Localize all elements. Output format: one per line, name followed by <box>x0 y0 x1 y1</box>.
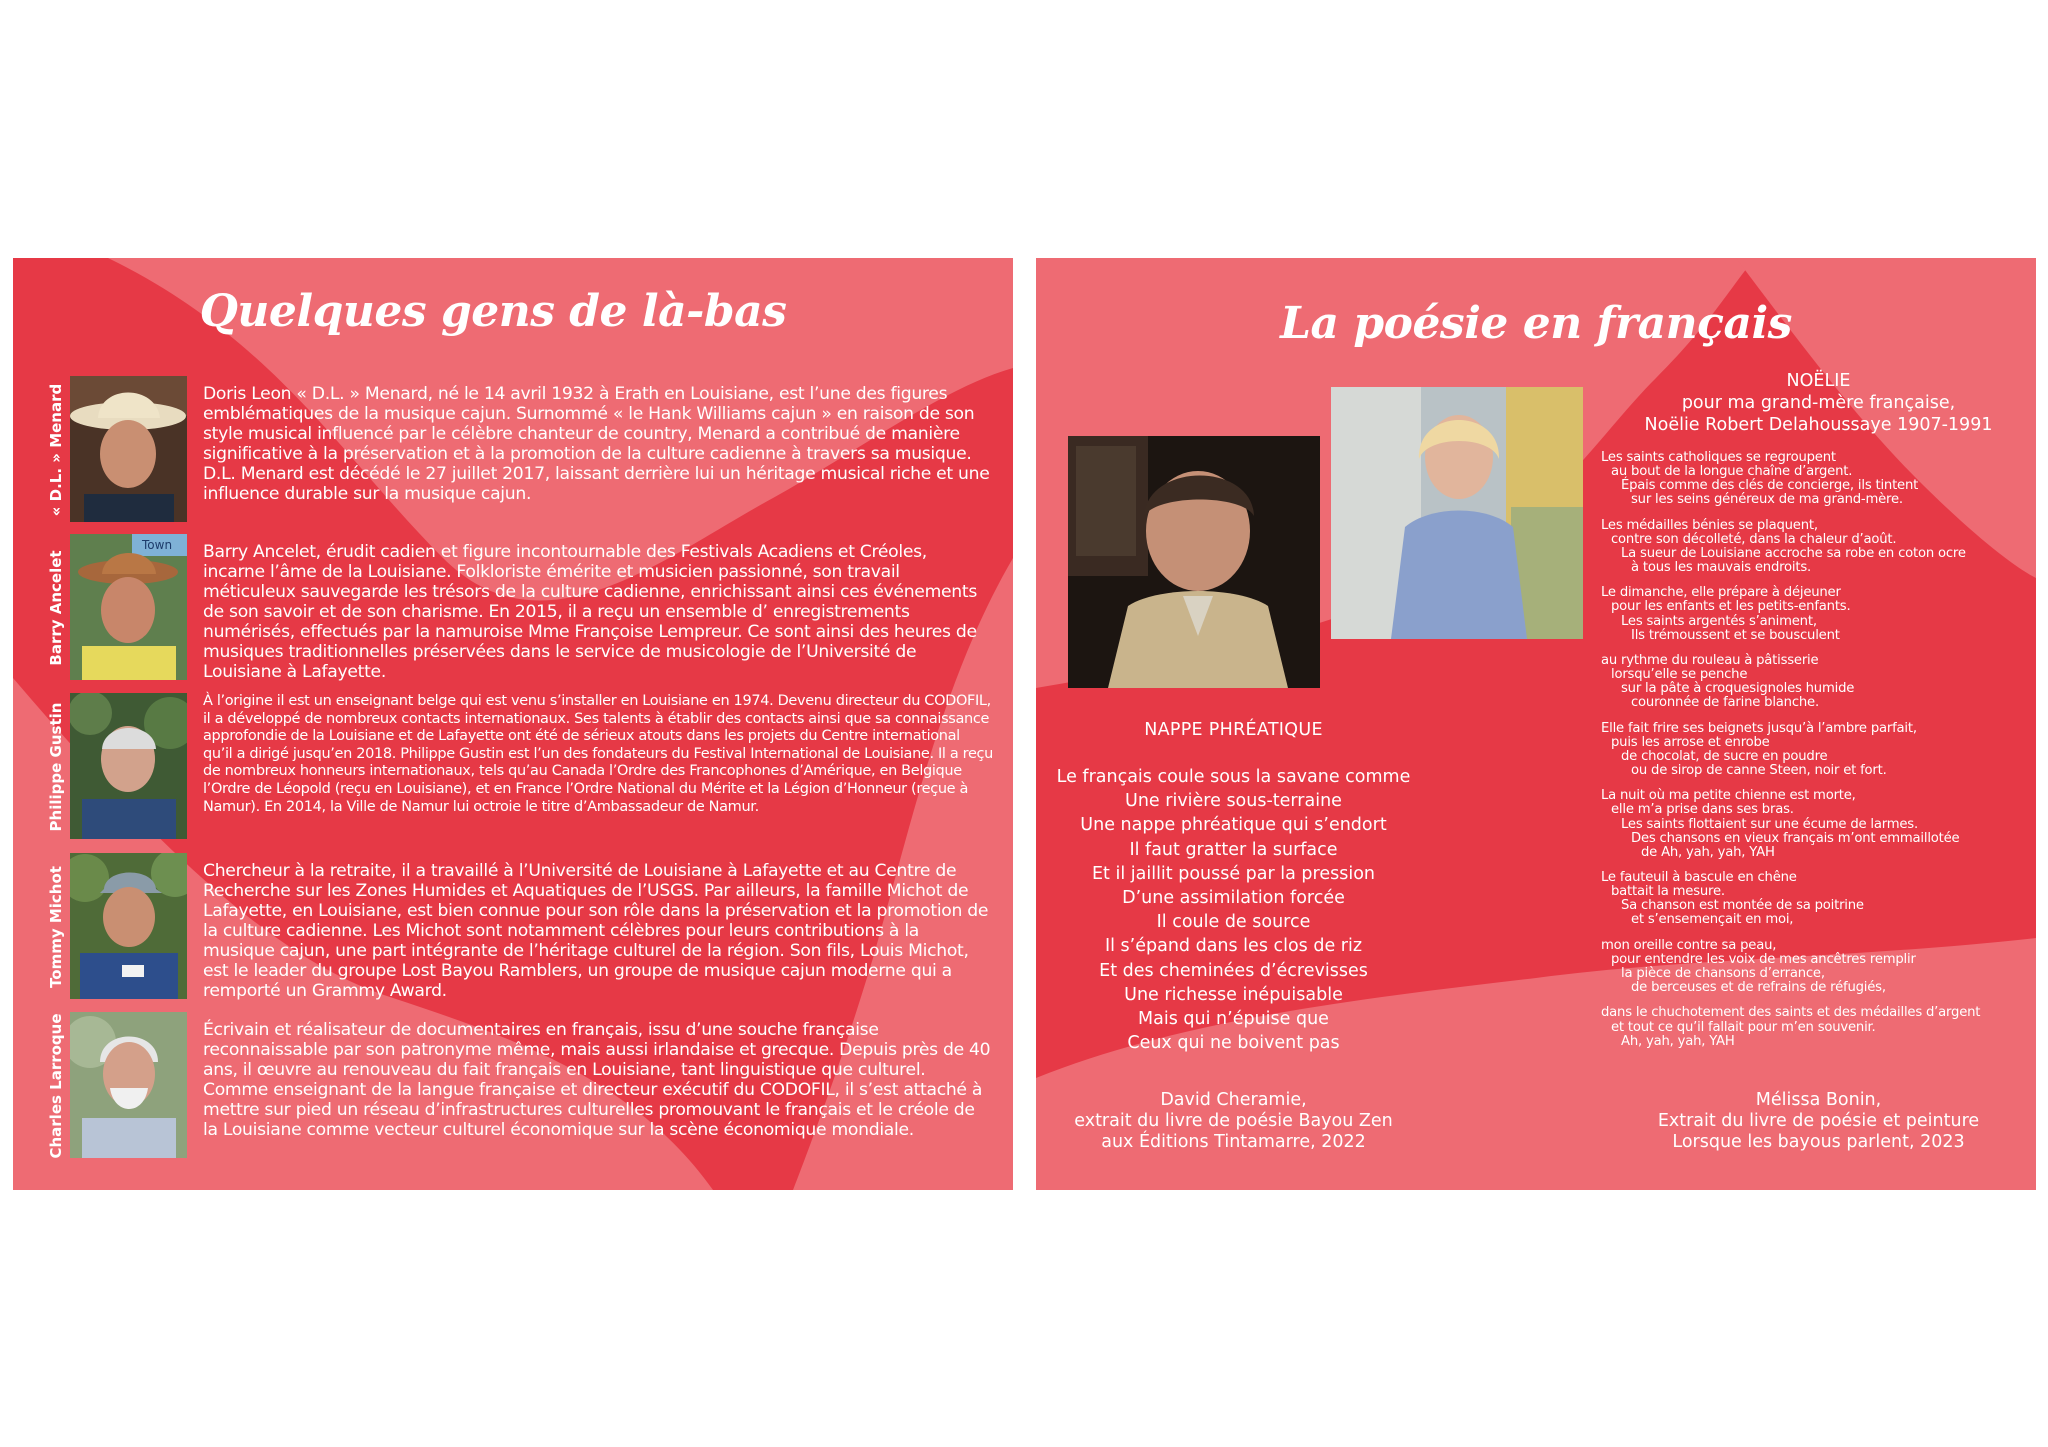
person-larroque <box>13 1012 1013 1160</box>
poem-dedication: pour ma grand-mère française, <box>1681 393 1956 413</box>
poem-line: Les médailles bénies se plaquent, <box>1601 517 1818 533</box>
poem-line: Épais comme des clés de concierge, ils tintent <box>1621 478 1919 494</box>
poem-line: Il faut gratter la surface <box>1129 839 1338 860</box>
poem-line: Des chansons en vieux français m’ont emmaillotée <box>1631 830 1960 846</box>
poem-stanza <box>1601 519 2031 575</box>
poem-line: et s’ensemençait en moi, <box>1631 912 1794 928</box>
poem-title: NAPPE PHRÉATIQUE <box>1144 720 1323 740</box>
poem-line: Sa chanson est montée de sa poitrine <box>1621 898 1864 914</box>
poem-line: Le français coule sous la savane comme <box>1056 767 1411 787</box>
poem-line: Mais qui n’épuise que <box>1138 1009 1329 1030</box>
poem-line: Les saints flottaient sur une écume de larmes. <box>1621 816 1918 832</box>
bio-text: Doris Leon « D.L. » Menard, né le 14 avril 1932 à Erath en Louisiane, est l’une des figures emblématiques de la musique cajun. Surnommé « le Hank Williams cajun » en raison de son style musical influencé par le célèbre chanteur de country, Menard a contribué de manière significative à la préservation et à la promotion de la culture cadienne à travers sa musique. D.L. Menard est décédé le 27 juillet 2017, laissant derrière lui un héritage musical riche et une influence durable sur la musique cajun. <box>203 384 990 504</box>
poem-line: pour entendre les voix de mes ancêtres remplir <box>1611 951 1916 967</box>
poem-line: D’une assimilation forcée <box>1122 888 1345 909</box>
poem-line: la pièce de chansons d’errance, <box>1621 965 1825 981</box>
person-michot <box>13 853 1013 1001</box>
poem-line: contre son décolleté, dans la chaleur d’août. <box>1611 531 1897 547</box>
portrait-photo <box>70 853 187 999</box>
poem-line: Ah, yah, yah, YAH <box>1621 1033 1735 1049</box>
poem-line: lorsqu’elle se penche <box>1611 667 1748 683</box>
poem-line: couronnée de farine blanche. <box>1631 695 1819 711</box>
poem-line: Le dimanche, elle prépare à déjeuner <box>1601 585 1841 601</box>
poem-lines <box>1046 765 1421 1055</box>
poem-line: La sueur de Louisiane accroche sa robe en coton ocre <box>1621 545 1966 561</box>
person-menard <box>13 376 1013 524</box>
poem-line: Les saints catholiques se regroupent <box>1601 450 1836 465</box>
poem-stanza <box>1601 939 2031 995</box>
poem-line: Une nappe phréatique qui s’endort <box>1080 815 1387 836</box>
poem-stanzas <box>1601 451 2031 1060</box>
poem-title: NOËLIE <box>1786 371 1851 391</box>
poem-line: Ceux qui ne boivent pas <box>1127 1033 1340 1054</box>
poem-line: elle m’a prise dans ses bras. <box>1611 802 1794 818</box>
poem-line: puis les arrose et enrobe <box>1611 734 1770 750</box>
poem-line: mon oreille contre sa peau, <box>1601 937 1777 953</box>
poem-line: La nuit où ma petite chienne est morte, <box>1601 788 1856 804</box>
person-name-label: Barry Ancelet <box>47 550 65 666</box>
bio-text: Chercheur à la retraite, il a travaillé à l’Université de Louisiane à Lafayette et au Centre de Recherche sur les Zones Humides et Aquatiques de l’USGS. Par ailleurs, la famille Michot de Lafayette, en Louisiane, est bien connue pour son rôle dans la préservation et la promotion de la culture cadienne. Les Michot sont notamment célèbres pour leurs contributions à la musique cajun, une part intégrante de l’héritage culturel de la région. Son fils, Louis Michot, est le leader du groupe Lost Bayou Ramblers, un groupe de musique cajun moderne qui a remporté un Grammy Award. <box>203 861 989 1001</box>
panel-title: Quelques gens de là-bas <box>199 286 787 337</box>
poem-line: battait la mesure. <box>1611 884 1725 900</box>
poem-line: Une richesse inépuisable <box>1124 984 1343 1005</box>
poem-line: Et des cheminées d’écrevisses <box>1099 960 1368 981</box>
poem-line: sur la pâte à croquesignoles humide <box>1621 681 1855 697</box>
poem-credit: David Cheramie, extrait du livre de poésie Bayou Zen aux Éditions Tintamarre, 2022 <box>1074 1090 1393 1152</box>
poem-line: à tous les mauvais endroits. <box>1631 559 1812 575</box>
poem-stanza <box>1601 1006 2031 1048</box>
poem-line: pour les enfants et les petits-enfants. <box>1611 599 1851 615</box>
poem-line: de berceuses et de refrains de réfugiés, <box>1631 980 1886 996</box>
bio-text: À l’origine il est un enseignant belge qui est venu s’installer en Louisiane en 1974. Devenu directeur du CODOFIL, il a développé de nombreux contacts internationaux. Ses talents à établir des contacts ainsi que sa connaissance approfondie de la Louisiane et de Lafayette ont été de sérieux atouts dans les projets du Centre international qu’il a dirigé jusqu’en 2018. Philippe Gustin est l’un des fondateurs du Festival International de Louisiane. Il a reçu de nombreux honneurs internationaux, tels qu’au Canada l’Ordre des Francophones d’Amérique, en Belgique l’Ordre de Léopold (reçu en Louisiane), et en France l’Ordre National du Mérite et la Légion d’Honneur (reçue à Namur). En 2014, la Ville de Namur lui octroie le titre d’Ambassadeur de Namur. <box>203 693 993 815</box>
poem-line: au rythme du rouleau à pâtisserie <box>1601 653 1819 669</box>
right-panel <box>1036 258 2036 1190</box>
poem-stanza <box>1601 789 2031 859</box>
poem-stanza <box>1601 871 2031 927</box>
person-name-label: Charles Larroque <box>47 1013 65 1159</box>
person-gustin <box>13 693 1013 841</box>
person-name-label: Philippe Gustin <box>47 702 65 832</box>
portrait-photo <box>70 693 187 839</box>
portrait-photo <box>70 376 187 522</box>
poem-line: Et il jaillit poussé par la pression <box>1091 863 1376 884</box>
portrait-photo <box>70 1012 187 1158</box>
panel-title: La poésie en français <box>1280 298 1792 349</box>
poem-line: dans le chuchotement des saints et des médailles d’argent <box>1601 1005 1981 1021</box>
person-name-label: « D.L. » Menard <box>47 383 65 517</box>
poem-line: sur les seins généreux de ma grand-mère. <box>1631 492 1903 508</box>
poem-line: Il s’épand dans les clos de riz <box>1104 936 1363 957</box>
poem-stanza <box>1601 722 2031 778</box>
poem-stanza <box>1601 654 2031 710</box>
person-name-label: Tommy Michot <box>47 866 65 988</box>
poem-line: Une rivière sous-terraine <box>1125 791 1342 812</box>
poem-stanza <box>1601 586 2031 642</box>
poem-line: Il coule de source <box>1156 912 1311 933</box>
poem-stanza <box>1601 451 2031 507</box>
poem-header <box>1611 370 2026 436</box>
person-ancelet <box>13 534 1013 682</box>
portrait-photo <box>70 534 187 680</box>
bio-text: Barry Ancelet, érudit cadien et figure incontournable des Festivals Acadiens et Créoles, incarne l’âme de la Louisiane. Folkloriste émérite et musicien passionné, son travail méticuleux sauvegarde les trésors de la culture cadienne, enrichissant ainsi ces événements de son savoir et de son charisme. En 2015, il a reçu un ensemble d’ enregistrements numérisés, effectués par la namuroise Mme Françoise Lempreur. Ce sont ainsi des heures de musiques traditionnelles préservées dans le service de musicologie de l’Université de Louisiane à Lafayette. <box>203 542 977 682</box>
poem-credit: Mélissa Bonin, Extrait du livre de poésie et peinture Lorsque les bayous parlent, 2023 <box>1657 1090 1980 1152</box>
poem-line: ou de sirop de canne Steen, noir et fort. <box>1631 762 1887 778</box>
poem-line: Les saints argentés s’animent, <box>1621 613 1817 629</box>
poem-line: au bout de la longue chaîne d’argent. <box>1611 464 1853 480</box>
poem-line: de chocolat, de sucre en poudre <box>1621 748 1828 764</box>
left-panel <box>13 258 1013 1190</box>
poem-line: Ils trémoussent et se bousculent <box>1631 627 1840 643</box>
poem-line: Elle fait frire ses beignets jusqu’à l’ambre parfait, <box>1601 720 1917 736</box>
author-photo-bonin <box>1331 387 1583 639</box>
author-photo-cheramie <box>1068 436 1320 688</box>
poem-line: et tout ce qu’il fallait pour m’en souvenir. <box>1611 1019 1876 1035</box>
poem-line: de Ah, yah, yah, YAH <box>1641 844 1775 860</box>
sign-text: Town <box>142 538 173 552</box>
poem-dedication: Noëlie Robert Delahoussaye 1907-1991 <box>1644 415 1993 435</box>
poem-line: Le fauteuil à bascule en chêne <box>1601 870 1797 886</box>
bio-text: Écrivain et réalisateur de documentaires en français, issu d’une souche française reconnaissable par son patronyme même, mais aussi irlandaise et grecque. Depuis près de 40 ans, il œuvre au renouveau du fait français en Louisiane, tant linguistique que culturel. Comme enseignant de la langue française et directeur exécutif du CODOFIL, il s’est attaché à mettre sur pied un réseau d’infrastructures culturelles promouvant le français et le créole de la Louisiane comme vecteur culturel économique sur la scène économique mondiale. <box>203 1020 991 1140</box>
